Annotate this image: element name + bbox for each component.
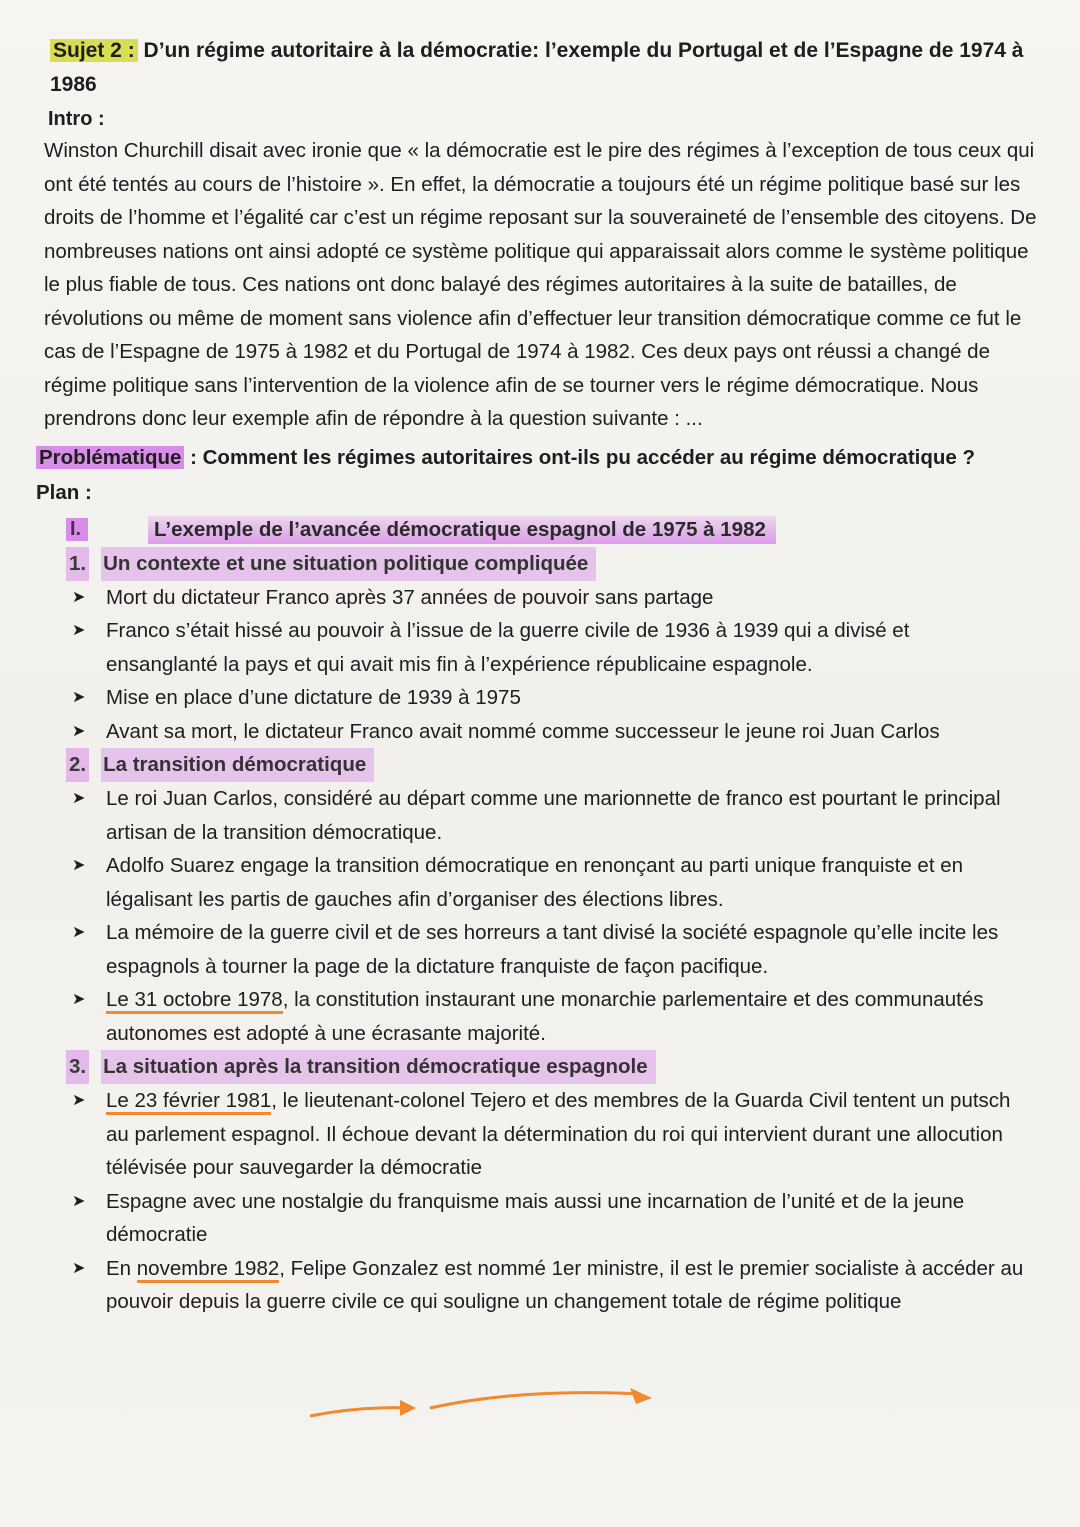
problematique: [36, 440, 1030, 475]
list-item: ➤ Mort du dictateur Franco après 37 années de pouvoir sans partage: [72, 581, 1026, 615]
section-1-number: 1.: [66, 547, 89, 581]
list-item: ➤ En novembre 1982, Felipe Gonzalez est nommé 1er ministre, il est le premier socialiste à accéder au pouvoir depuis la guerre civile ce qui souligne un changement totale de régime politique: [72, 1252, 1026, 1319]
problematique-text: : Comment les régimes autoritaires ont-ils pu accéder au régime démocratique ?: [190, 445, 976, 469]
arrow-bullet-icon: ➤: [72, 1192, 86, 1210]
list-item: ➤ Le 31 octobre 1978, la constitution instaurant une monarchie parlementaire et des communautés autonomes est adopté à une écrasante majorité.: [72, 983, 1026, 1050]
section-2-list: [36, 782, 1030, 1050]
date-underlined: Le 31 octobre 1978: [106, 988, 283, 1014]
arrow-bullet-icon: ➤: [72, 722, 86, 740]
arrow-bullet-icon: ➤: [72, 622, 86, 639]
date-underlined: Le 23 février 1981: [106, 1089, 271, 1115]
section-1-heading: [66, 547, 1030, 581]
list-item: ➤ Le roi Juan Carlos, considéré au départ comme une marionnette de franco est pourtant le principal artisan de la transition démocratique.: [72, 782, 1026, 849]
arrow-bullet-icon: ➤: [72, 991, 86, 1008]
section-3-heading: [66, 1050, 1030, 1084]
subject-label: Sujet 2 :: [50, 39, 138, 62]
arrow-bullet-icon: ➤: [72, 689, 86, 706]
part-1-number: I.: [66, 518, 88, 541]
arrow-bullet-icon: ➤: [72, 1259, 86, 1277]
list-item: ➤ Espagne avec une nostalgie du franquisme mais aussi une incarnation de l’unité et de la jeune démocratie: [72, 1185, 1026, 1252]
list-item: ➤ Adolfo Suarez engage la transition démocratique en renonçant au parti unique franquiste et en légalisant les partis de gauches afin d’organiser des élections libres.: [72, 849, 1026, 916]
intro-paragraph: Winston Churchill disait avec ironie que « la démocratie est le pire des régimes à l’exception de tous ceux qui ont été tentés au cours de l’histoire ». En effet, la démocratie a toujours été un régime politique basé sur les droits de l’homme et l’égalité car c’est un régime reposant sur la souveraineté de l’ensemble des citoyens. De nombreuses nations ont ainsi adopté ce système politique qui apparaissait alors comme le système politique le plus fiable de tous. Ces nations ont donc balayé des régimes autoritaires à la suite de batailles, de révolutions ou même de moment sans violence afin d’effectuer leur transition démocratique comme ce fut le cas de l’Espagne de 1975 à 1982 et du Portugal de 1974 à 1982. Ces deux pays ont réussi a changé de régime politique sans l’intervention de la violence afin de se tourner vers le régime démocratique. Nous prendrons donc leur exemple afin de répondre à la question suivante : ...: [44, 139, 1037, 430]
arrow-bullet-icon: ➤: [72, 790, 86, 807]
subject-text: D’un régime autoritaire à la démocratie: l’exemple du Portugal et de l’Espagne de 1974 à 1986: [50, 39, 1024, 96]
subject-title: [50, 34, 1030, 102]
plan-label: Plan :: [36, 480, 92, 504]
section-3-list: [36, 1084, 1030, 1319]
list-item: ➤ Franco s’était hissé au pouvoir à l’issue de la guerre civile de 1936 à 1939 qui a divisé et ensanglanté la pays et qui avait mis fin à l’expérience républicaine espagnole.: [72, 614, 1026, 681]
list-item: ➤ Mise en place d’une dictature de 1939 à 1975: [72, 681, 1026, 715]
date-underlined: novembre 1982: [137, 1257, 279, 1283]
intro-label: Intro :: [48, 108, 105, 130]
section-3-number: 3.: [66, 1050, 89, 1084]
arrow-bullet-icon: ➤: [72, 588, 86, 606]
arrow-bullet-icon: ➤: [72, 857, 86, 874]
problematique-label: Problématique: [36, 446, 184, 469]
arrow-bullet-icon: ➤: [72, 1092, 86, 1109]
list-item: ➤ Avant sa mort, le dictateur Franco avait nommé comme successeur le jeune roi Juan Carlos: [72, 715, 1026, 749]
part-1-title: L’exemple de l’avancée démocratique espagnol de 1975 à 1982: [148, 516, 776, 544]
section-2-number: 2.: [66, 748, 89, 782]
section-3-title: La situation après la transition démocratique espagnole: [101, 1050, 656, 1084]
list-item: ➤ La mémoire de la guerre civil et de ses horreurs a tant divisé la société espagnole qu’elle incite les espagnols à tourner la page de la dictature franquiste de façon pacifique.: [72, 916, 1026, 983]
part-1-heading: [66, 513, 1030, 547]
section-1-title: Un contexte et une situation politique compliquée: [101, 547, 596, 581]
section-1-list: [36, 581, 1030, 749]
section-2-heading: [66, 748, 1030, 782]
orange-arrow-annotation: [300, 1386, 680, 1426]
arrow-bullet-icon: ➤: [72, 924, 86, 941]
list-item: ➤ Le 23 février 1981, le lieutenant-colonel Tejero et des membres de la Guarda Civil tentent un putsch au parlement espagnol. Il échoue devant la détermination du roi qui intervient durant une allocution télévisée pour sauvegarder la démocratie: [72, 1084, 1026, 1185]
section-2-title: La transition démocratique: [101, 748, 374, 782]
